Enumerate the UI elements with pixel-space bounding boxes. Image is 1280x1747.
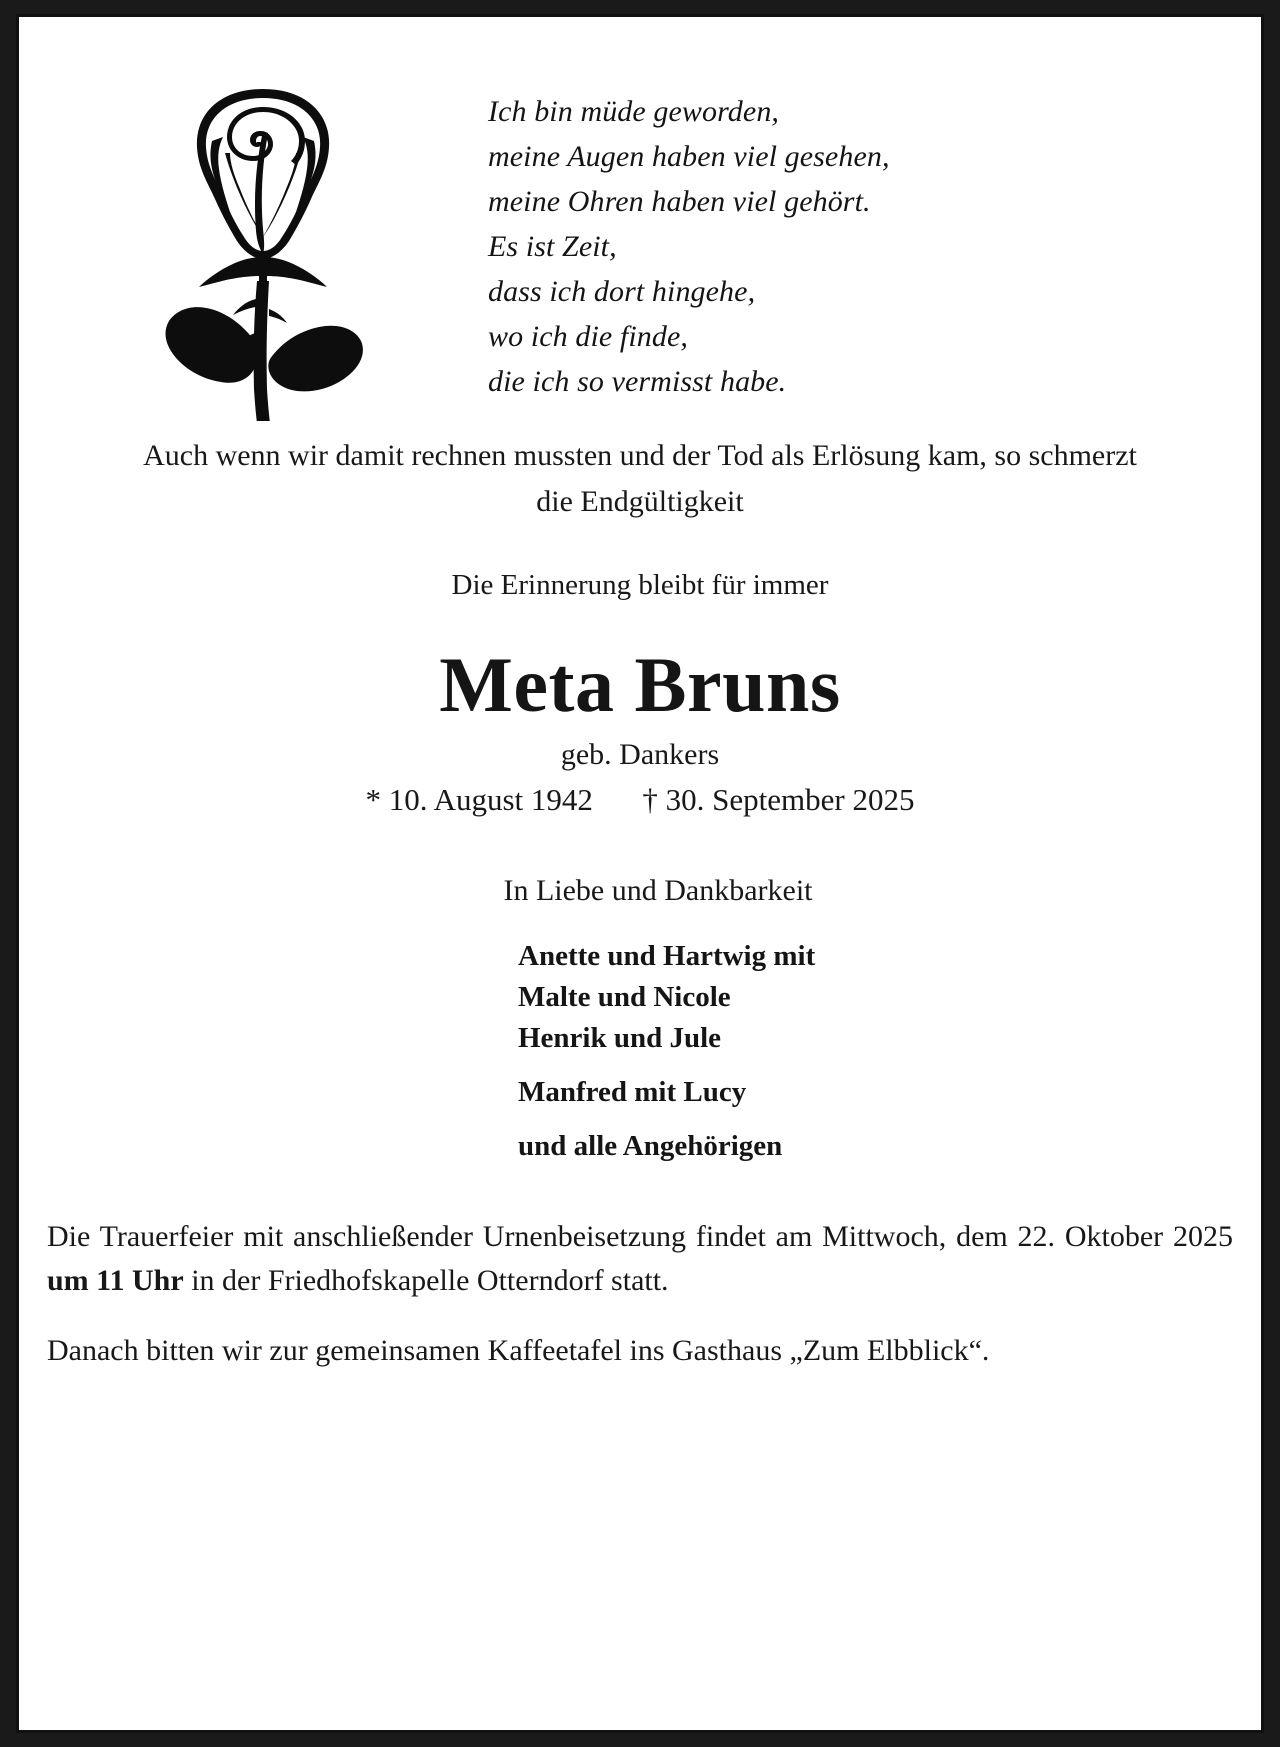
- obituary-notice-card: [16, 14, 1264, 1733]
- poem-line: meine Augen haben viel gesehen,: [488, 140, 890, 173]
- birth-date: * 10. August 1942: [365, 782, 593, 817]
- family-names: [33, 936, 1247, 1167]
- poem-line: dass ich dort hingehe,: [488, 275, 756, 308]
- intro-text: Auch wenn wir damit rechnen mussten und der Tod als Erlösung kam, so schmerzt die Endgültigkeit: [143, 439, 1137, 518]
- life-dates: [33, 782, 1247, 818]
- service-text-after-time: in der Friedhofskapelle Otterndorf statt.: [183, 1264, 669, 1297]
- poem-line: wo ich die finde,: [488, 320, 688, 353]
- family-heading: In Liebe und Dankbarkeit: [503, 874, 813, 907]
- rose-icon: [153, 71, 373, 421]
- poem-line: Ich bin müde geworden,: [488, 95, 780, 128]
- header-area: [33, 31, 1247, 411]
- death-date: † 30. September 2025: [642, 782, 915, 817]
- poem-text: [488, 89, 890, 404]
- family-name-line: und alle Angehörigen: [518, 1130, 783, 1162]
- family-name-line: Henrik und Jule: [518, 1022, 722, 1054]
- notice-inner: [33, 31, 1247, 1716]
- service-details: [33, 1215, 1247, 1373]
- service-paragraph-ceremony: [47, 1215, 1233, 1303]
- service-time: um 11 Uhr: [47, 1264, 184, 1297]
- memory-text: Die Erinnerung bleibt für immer: [451, 569, 829, 601]
- poem-line: die ich so vermisst habe.: [488, 365, 787, 398]
- poem-line: Es ist Zeit,: [488, 230, 617, 263]
- family-name-line: Anette und Hartwig mit: [518, 940, 816, 972]
- service-text-before-time: Die Trauerfeier mit anschließender Urnenbeisetzung findet am Mittwoch, dem 22. Oktober 2025: [47, 1220, 1233, 1253]
- family-name-line: Malte und Nicole: [518, 981, 731, 1013]
- family-block: [33, 874, 1247, 1167]
- maiden-name: geb. Dankers: [560, 738, 720, 771]
- deceased-name: Meta Bruns: [439, 641, 841, 728]
- poem-line: meine Ohren haben viel gehört.: [488, 185, 871, 218]
- family-name-line: Manfred mit Lucy: [518, 1076, 747, 1108]
- service-paragraph-reception: Danach bitten wir zur gemeinsamen Kaffeetafel ins Gasthaus „Zum Elbblick“.: [47, 1334, 990, 1367]
